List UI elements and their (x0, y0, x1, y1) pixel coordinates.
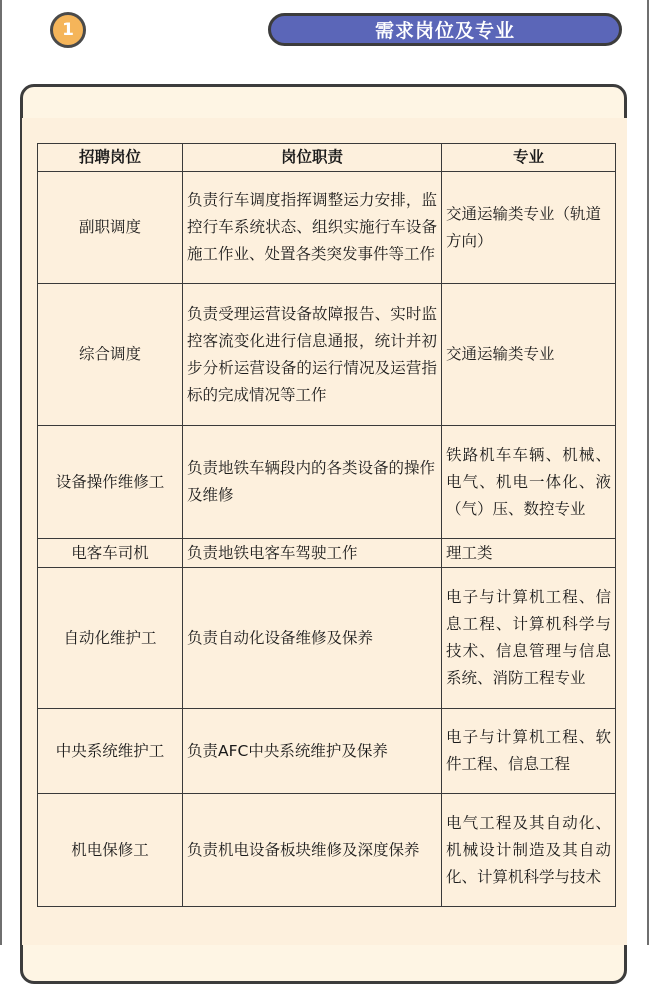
cell-major: 电子与计算机工程、软件工程、信息工程 (442, 709, 616, 794)
left-edge-line (0, 0, 2, 945)
cell-duty: 负责自动化设备维修及保养 (183, 568, 442, 709)
cell-position: 副职调度 (38, 172, 183, 284)
cell-major: 交通运输类专业（轨道方向） (442, 172, 616, 284)
cell-duty: 负责AFC中央系统维护及保养 (183, 709, 442, 794)
cell-position: 中央系统维护工 (38, 709, 183, 794)
table-row (38, 539, 616, 568)
cell-major: 电子与计算机工程、信息工程、计算机科学与技术、信息管理与信息系统、消防工程专业 (442, 568, 616, 709)
table-row (38, 794, 616, 907)
cell-duty: 负责行车调度指挥调整运力安排，监控行车系统状态、组织实施行车设备施工作业、处置各类突发事件等工作 (183, 172, 442, 284)
cell-position: 综合调度 (38, 284, 183, 426)
cell-major: 铁路机车车辆、机械、电气、机电一体化、液（气）压、数控专业 (442, 426, 616, 539)
cell-duty: 负责地铁车辆段内的各类设备的操作及维修 (183, 426, 442, 539)
cell-duty: 负责受理运营设备故障报告、实时监控客流变化进行信息通报，统计并初步分析运营设备的运行情况及运营指标的完成情况等工作 (183, 284, 442, 426)
cell-position: 电客车司机 (38, 539, 183, 568)
cell-major: 理工类 (442, 539, 616, 568)
jobs-table (37, 143, 616, 907)
table-row (38, 172, 616, 284)
table-row (38, 568, 616, 709)
header-major: 专业 (442, 144, 616, 172)
cell-position: 设备操作维修工 (38, 426, 183, 539)
cell-duty: 负责地铁电客车驾驶工作 (183, 539, 442, 568)
table-row (38, 709, 616, 794)
header-position: 招聘岗位 (38, 144, 183, 172)
cell-duty: 负责机电设备板块维修及深度保养 (183, 794, 442, 907)
cell-position: 自动化维护工 (38, 568, 183, 709)
header-duty: 岗位职责 (183, 144, 442, 172)
table-header-row (38, 144, 616, 172)
cell-position: 机电保修工 (38, 794, 183, 907)
table-row (38, 284, 616, 426)
section-number-badge: 1 (50, 12, 86, 48)
table-row (38, 426, 616, 539)
cell-major: 交通运输类专业 (442, 284, 616, 426)
section-title: 需求岗位及专业 (268, 13, 622, 46)
cell-major: 电气工程及其自动化、机械设计制造及其自动化、计算机科学与技术 (442, 794, 616, 907)
